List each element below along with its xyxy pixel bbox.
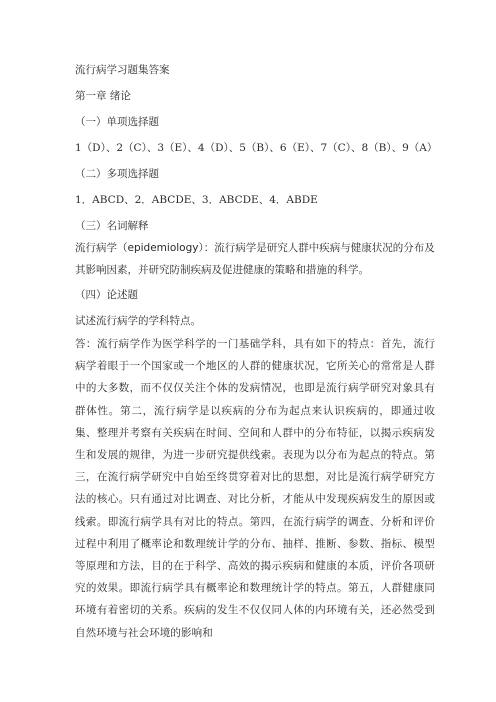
essay-answer: 答：流行病学作为医学科学的一门基础学科，具有如下的特点：首先，流行病学着眼于一个国家或一个地区的人群的健康状况，它所关心的常常是人群中的大多数，而不仅仅关注个体的发病情况，也即是流行病学研究对象具有群体性。第二，流行病学是以疾病的分布为起点来认识疾病的，即通过收集、整理并考察有关疾病在时间、空间和人群中的分布特征，以揭示疾病发生和发展的规律，为进一步研究提供线索。表现为以分布为起点的特点。第三，在流行病学研究中自始至终贯穿着对比的思想，对比是流行病学研究方法的核心。只有通过对比调查、对比分析，才能从中发现疾病发生的原因或线索。即流行病学具有对比的特点。第四，在流行病学的调查、分析和评价过程中利用了概率论和数理统计学的分布、抽样、推断、参数、指标、模型等原理和方法，目的在于科学、高效的揭示疾病和健康的本质，评价各项研究的效果。即流行病学具有概率论和数理统计学的特点。第五，人群健康同环境有着密切的关系。疾病的发生不仅仅同人体的内环境有关，还必然受到自然环境与社会环境的影响和 <box>75 338 435 639</box>
essay-question: 试述流行病学的学科特点。 <box>75 315 201 327</box>
section-terms-heading: （三）名词解释 <box>75 220 149 232</box>
section-single-choice-heading: （一）单项选择题 <box>75 116 159 128</box>
doc-title: 流行病学习题集答案 <box>75 64 170 76</box>
term-definition: 流行病学（epidemiology）：流行病学是研究人群中疾病与健康状况的分布及其影响因素，并研究防制疾病及促进健康的策略和措施的科学。 <box>75 242 435 276</box>
chapter-heading: 第一章 绪论 <box>75 90 131 102</box>
section-essay-heading: （四）论述题 <box>75 289 138 301</box>
single-choice-answers: 1（D）、2（C）、3（E）、4（D）、5（B）、6（E）、7（C）、8（B）、9（A） <box>75 142 438 154</box>
section-multiple-choice-heading: （二）多项选择题 <box>75 168 159 180</box>
document-page <box>75 64 438 644</box>
multiple-choice-answers: 1．ABCD、2．ABCDE、3．ABCDE、4．ABDE <box>75 194 318 206</box>
